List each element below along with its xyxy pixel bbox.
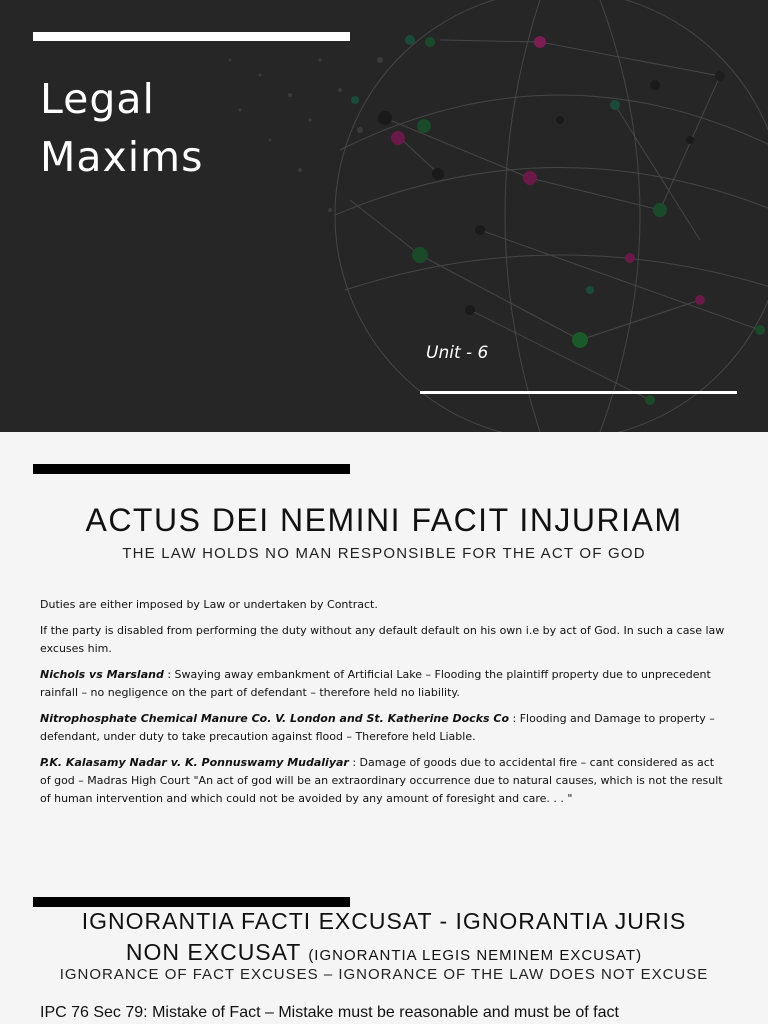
case-text: : Flooding and Damage to property – defendant, under duty to take precaution against flood – Therefore held Liable. — [40, 712, 715, 743]
maxim-translation: IGNORANCE OF FACT EXCUSES – IGNORANCE OF THE LAW DOES NOT EXCUSE — [59, 966, 709, 983]
body-paragraph: Duties are either imposed by Law or undertaken by Contract. — [40, 598, 378, 611]
slide-title — [40, 70, 203, 186]
maxim-translation: THE LAW HOLDS NO MAN RESPONSIBLE FOR THE ACT OF GOD — [122, 545, 646, 562]
unit-underline — [420, 391, 737, 394]
case-paragraph — [40, 754, 728, 808]
heading-line-1: IGNORANTIA FACTI EXCUSAT - IGNORANTIA JURIS — [81, 908, 687, 934]
title-slide — [0, 0, 768, 432]
unit-label: Unit - 6 — [426, 343, 489, 363]
title-line-1: Legal — [40, 75, 155, 123]
heading-alt-maxim: (IGNORANTIA LEGIS NEMINEM EXCUSAT) — [308, 947, 643, 964]
heading-line-2-main: NON EXCUSAT — [125, 939, 301, 965]
case-paragraph — [40, 666, 728, 702]
case-name: P.K. Kalasamy Nadar v. K. Ponnuswamy Mudaliyar — [40, 756, 349, 769]
maxim-body — [40, 596, 728, 816]
title-line-2: Maxims — [40, 133, 204, 181]
case-name: Nichols vs Marsland — [40, 668, 164, 681]
title-accent-bar — [33, 32, 350, 41]
case-text: : Swaying away embankment of Artificial Lake – Flooding the plaintiff property due to unprecedent rainfall – no negligence on the part of defendant – therefore held no liability. — [40, 668, 711, 699]
case-paragraph — [40, 710, 728, 746]
maxim-heading — [50, 906, 718, 971]
maxim-heading: ACTUS DEI NEMINI FACIT INJURIAM — [85, 502, 683, 538]
actus-dei-slide — [0, 432, 768, 864]
maxim-body: IPC 76 Sec 79: Mistake of Fact – Mistake must be reasonable and must be of fact — [40, 1004, 619, 1021]
network-globe-graphic — [0, 0, 768, 432]
case-name: Nitrophosphate Chemical Manure Co. V. London and St. Katherine Docks Co — [40, 712, 510, 725]
ignorantia-slide — [0, 866, 768, 1024]
case-text: : Damage of goods due to accidental fire – cant considered as act of god – Madras High Court "An act of god will be an extraordinary occurrence due to natural causes, which is not the result of human intervention and which could not be avoided by any amount of foresight and care. . . " — [40, 756, 723, 805]
body-paragraph: If the party is disabled from performing the duty without any default default on his own i.e by act of God. In such a case law excuses him. — [40, 624, 725, 655]
section-accent-bar — [33, 464, 350, 474]
